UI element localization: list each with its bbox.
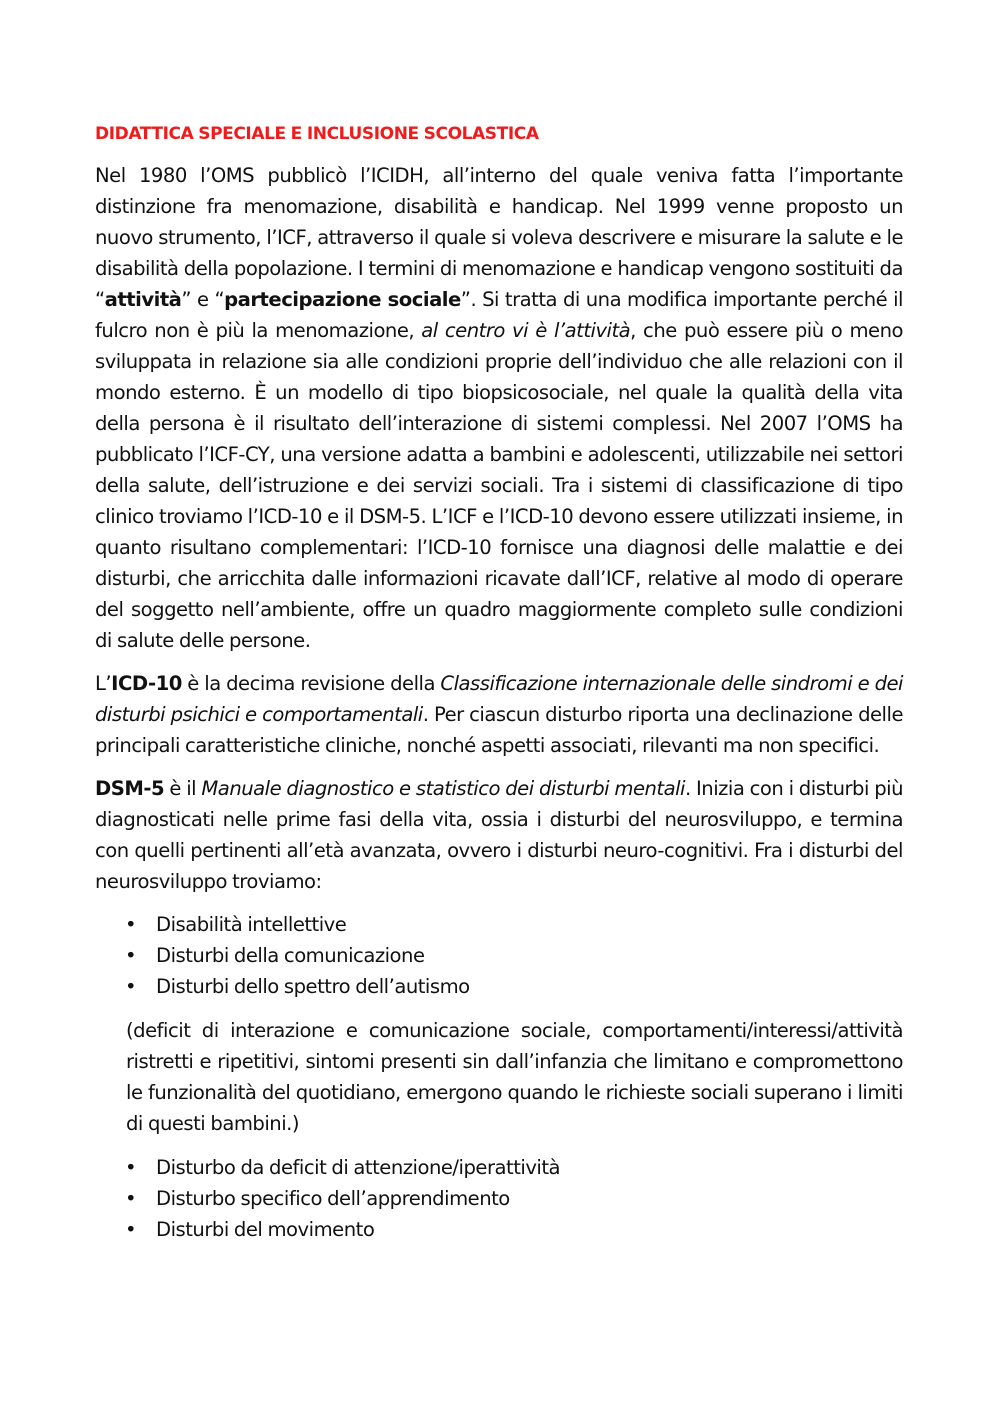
paragraph-text: ” e “: [181, 288, 225, 311]
italic-title-dsm5: Manuale diagnostico e statistico dei disturbi mentali: [201, 777, 685, 800]
paragraph-text: ”. Si tratta di una modifica importante perché il fulcro non è più la menomazione,: [95, 288, 903, 342]
bold-term-attivita: attività: [104, 288, 182, 311]
paragraph-icd10: [95, 668, 903, 761]
list-item: • Disturbo da deficit di attenzione/iperattività: [95, 1152, 903, 1183]
paragraph-text: L’: [95, 672, 112, 695]
bullet-list-1: [95, 909, 903, 1002]
list-item: • Disturbi della comunicazione: [95, 940, 903, 971]
document-page: [95, 122, 903, 1258]
bold-term-icd10: ICD-10: [111, 672, 182, 695]
list-item: • Disturbi del movimento: [95, 1214, 903, 1245]
bold-term-dsm5: DSM-5: [95, 777, 165, 800]
paragraph-text: Nel 1980 l’OMS pubblicò l’ICIDH, all’interno del quale veniva fatta l’importante distinzione fra menomazione, disabilità e handicap. Nel 1999 venne proposto un nuovo strumento, l’ICF, attraverso il quale si voleva descrivere e misurare la salute e le disabilità della popolazione. I termini di menomazione e handicap vengono sostituiti da “: [95, 164, 903, 311]
list-item: • Disturbo specifico dell’apprendimento: [95, 1183, 903, 1214]
bullet-list-2: [95, 1152, 903, 1245]
paragraph-icf: [95, 160, 903, 656]
paragraph-text: . Inizia con i disturbi più diagnosticati nelle prime fasi della vita, ossia i disturbi del neurosviluppo, e termina con quelli pertinenti all’età avanzata, ovvero i disturbi neuro-cognitivi. Fra i disturbi del neurosviluppo troviamo:: [95, 777, 904, 893]
paragraph-text: è il: [164, 777, 202, 800]
bold-term-partecipazione: partecipazione sociale: [224, 288, 461, 311]
list-item: • Disturbi dello spettro dell’autismo: [95, 971, 903, 1002]
document-title: DIDATTICA SPECIALE E INCLUSIONE SCOLASTICA: [95, 124, 539, 144]
paragraph-text: è la decima revisione della: [181, 672, 441, 695]
paragraph-text: , che può essere più o meno sviluppata in relazione sia alle condizioni proprie dell’individuo che alle relazioni con il mondo esterno. È un modello di tipo biopsicosociale, nel quale la qualità della vita della persona è il risultato dell’interazione di sistemi complessi. Nel 2007 l’OMS ha pubblicato l’ICF-CY, una versione adatta a bambini e adolescenti, utilizzabile nei settori della salute, dell’istruzione e dei servizi sociali. Tra i sistemi di classificazione di tipo clinico troviamo l’ICD-10 e il DSM-5. L’ICF e l’ICD-10 devono essere utilizzati insieme, in quanto risultano complementari: l’ICD-10 fornisce una diagnosi delle malattie e dei disturbi, che arricchita dalle informazioni ricavate dall’ICF, relative al modo di operare del soggetto nell’ambiente, offre un quadro maggiormente completo sulle condizioni di salute delle persone.: [95, 319, 903, 652]
paragraph-text: . Per ciascun disturbo riporta una declinazione delle principali caratteristiche cliniche, nonché aspetti associati, rilevanti ma non specifici.: [95, 703, 903, 757]
paragraph-dsm5: [95, 773, 903, 897]
italic-title-icd10: Classificazione internazionale delle sindromi e dei disturbi psichici e comportamentali: [95, 672, 904, 726]
italic-phrase: al centro vi è l’attività: [421, 319, 631, 342]
autism-note: (deficit di interazione e comunicazione sociale, comportamenti/interessi/attività ristretti e ripetitivi, sintomi presenti sin dall’infanzia che limitano e compromettono le funzionalità del quotidiano, emergono quando le richieste sociali superano i limiti di questi bambini.): [126, 1019, 903, 1135]
list-item: • Disabilità intellettive: [95, 909, 903, 940]
